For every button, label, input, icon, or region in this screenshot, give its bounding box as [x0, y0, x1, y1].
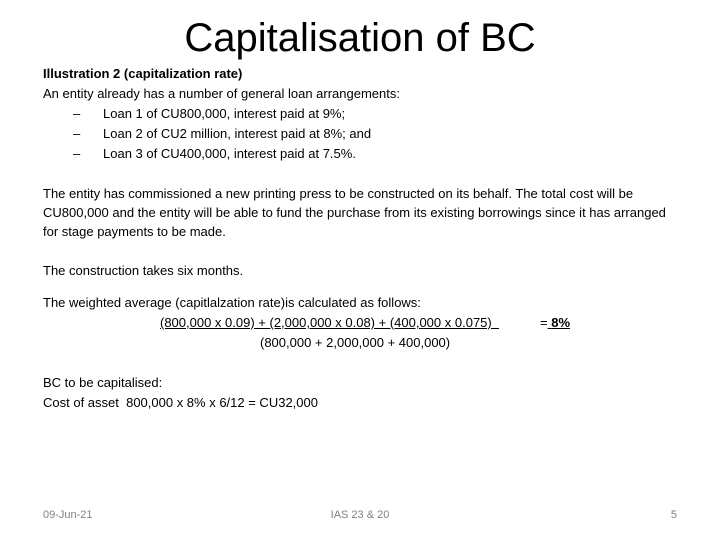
rate-formula: [43, 313, 683, 353]
formula-denominator: (800,000 + 2,000,000 + 400,000): [260, 335, 451, 350]
formula-result-value: 8%: [551, 315, 571, 330]
spacer: [43, 164, 683, 184]
bullet-marker: –: [73, 106, 81, 121]
paragraph-commission: The entity has commissioned a new printing press to be constructed on its behalf. The total cost will be CU800,000 and the entity will be able to fund the purchase from its existing borrowings since it has arranged for stage payments to be made.: [43, 186, 666, 239]
spacer: [43, 241, 683, 261]
bullet-marker: –: [73, 146, 81, 161]
slide-body: [43, 64, 683, 413]
illustration-heading: Illustration 2 (capitalization rate): [43, 66, 243, 81]
formula-result: [540, 313, 570, 333]
paragraph-construction: The construction takes six months.: [43, 263, 244, 278]
footer-page-number: 5: [670, 509, 677, 521]
bc-heading: BC to be capitalised:: [43, 375, 163, 390]
bullet-text: Loan 2 of CU2 million, interest paid at 8%; and: [103, 126, 372, 141]
formula-equals: =: [540, 315, 548, 330]
spacer: [43, 353, 683, 373]
bc-calculation: Cost of asset 800,000 x 8% x 6/12 = CU32,000: [43, 395, 318, 410]
bullet-text: Loan 3 of CU400,000, interest paid at 7.5%.: [103, 146, 356, 161]
slide-title: Capitalisation of BC: [184, 16, 536, 60]
loan-bullet-2: [43, 124, 683, 144]
bullet-marker: –: [73, 126, 81, 141]
loan-bullet-1: [43, 104, 683, 124]
formula-numerator: (800,000 x 0.09) + (2,000,000 x 0.08) + (400,000 x 0.075): [160, 315, 499, 330]
bullet-text: Loan 1 of CU800,000, interest paid at 9%;: [103, 106, 346, 121]
footer-date: 09-Jun-21: [43, 509, 93, 521]
footer-center-text: IAS 23 & 20: [330, 509, 390, 521]
intro-text: An entity already has a number of general loan arrangements:: [43, 86, 400, 101]
paragraph-weighted-average: The weighted average (capitlalzation rate)is calculated as follows:: [43, 295, 421, 310]
loan-bullet-3: [43, 144, 683, 164]
